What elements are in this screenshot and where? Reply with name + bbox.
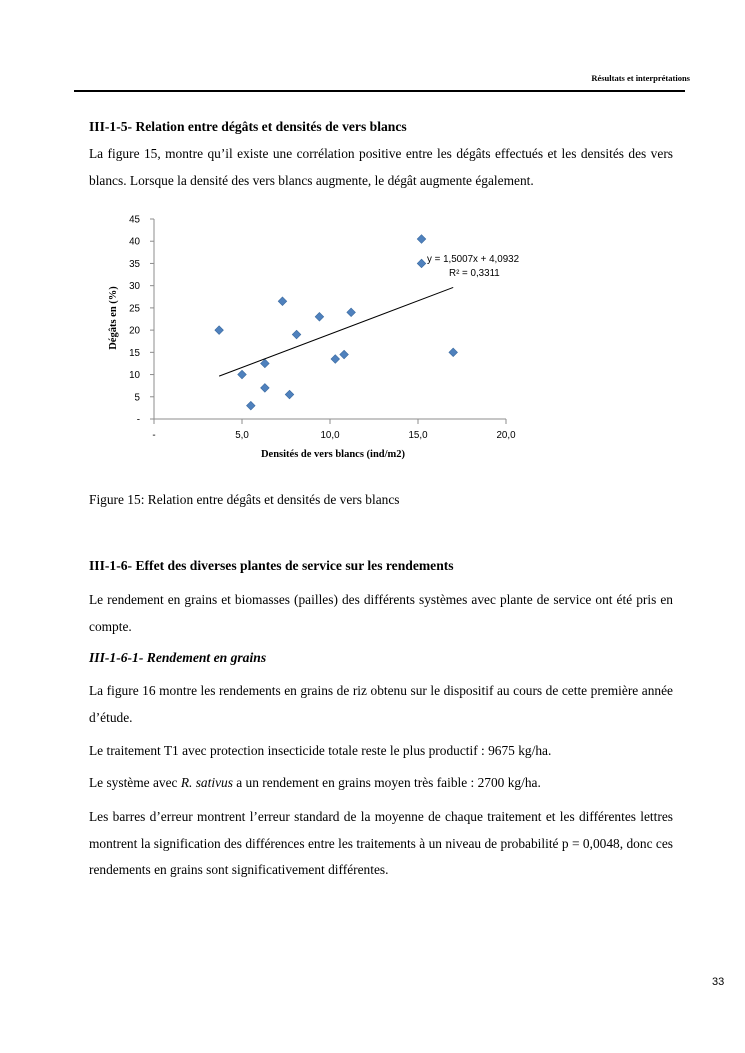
data-point [315,312,324,321]
data-point [278,297,287,306]
data-point [238,370,247,379]
paragraph-text: a un rendement en grains moyen très faible : 2700 kg/ha. [232,775,541,790]
section-paragraph: La figure 15, montre qu’il existe une corrélation positive entre les dégâts effectués et les densités des vers blancs. Lorsque la densité des vers blancs augmente, le dégât augmente également. [89,146,673,188]
section-paragraph [89,770,673,797]
paragraph-text: Le système avec [89,775,181,790]
y-tick-label: 25 [129,303,140,315]
subsection-title-iii-1-6-1: III-1-6-1- Rendement en grains [89,650,267,665]
y-tick-label: 35 [129,258,140,270]
section-paragraph: Le traitement T1 avec protection insecticide totale reste le plus productif : 9675 kg/ha. [89,743,552,758]
data-point [215,326,224,335]
section-paragraph: Le rendement en grains et biomasses (pailles) des différents systèmes avec plante de service ont été pris en compte. [89,592,673,634]
x-tick-label: 15,0 [408,430,428,441]
y-axis-label: Dégâts en (%) [108,286,119,350]
chart-axes [154,219,506,419]
y-tick-label: 45 [129,214,140,226]
data-point [331,355,340,364]
data-point [285,390,294,399]
y-tick-label: 30 [129,281,140,293]
data-point [292,330,301,339]
y-tick-label: 5 [134,392,140,404]
y-tick-label: - [136,414,140,426]
data-point [247,401,256,410]
running-header: Résultats et interprétations [591,73,690,83]
section-title-iii-1-5: III-1-5- Relation entre dégâts et densités de vers blancs [89,119,407,134]
x-tick-label: - [152,430,156,441]
y-tick-label: 40 [129,236,140,248]
y-tick-label: 15 [129,347,140,359]
y-tick-label: 10 [129,370,140,382]
header-rule [74,90,685,92]
section-title-iii-1-6: III-1-6- Effet des diverses plantes de service sur les rendements [89,558,454,573]
x-tick-label: 20,0 [496,430,516,441]
species-name: R. sativus [180,775,233,790]
data-point [417,259,426,268]
figure-caption: Figure 15: Relation entre dégâts et densités de vers blancs [89,492,400,507]
page-number: 33 [712,976,725,988]
chart-points [215,235,458,410]
x-axis-label: Densités de vers blancs (ind/m2) [260,449,406,460]
data-point [449,348,458,357]
trendline-equation-label: y = 1,5007x + 4,0932 [427,254,520,265]
y-tick-label: 20 [129,325,140,337]
data-point [261,384,270,393]
data-point [347,308,356,317]
trendline-r2-label: R² = 0,3311 [449,268,500,279]
data-point [417,235,426,244]
section-paragraph: Les barres d’erreur montrent l’erreur standard de la moyenne de chaque traitement et les différentes lettres montrent la signification des différences entre les traitements à un niveau de probabilité p = 0,0048, donc ces rendements en grains sont significativement différentes. [89,809,673,877]
chart-ticks [129,215,516,442]
x-tick-label: 10,0 [320,430,340,441]
data-point [340,350,349,359]
scatter-chart [100,210,540,460]
section-paragraph: La figure 16 montre les rendements en grains de riz obtenu sur le dispositif au cours de cette première année d’étude. [89,683,673,725]
x-tick-label: 5,0 [235,430,249,441]
